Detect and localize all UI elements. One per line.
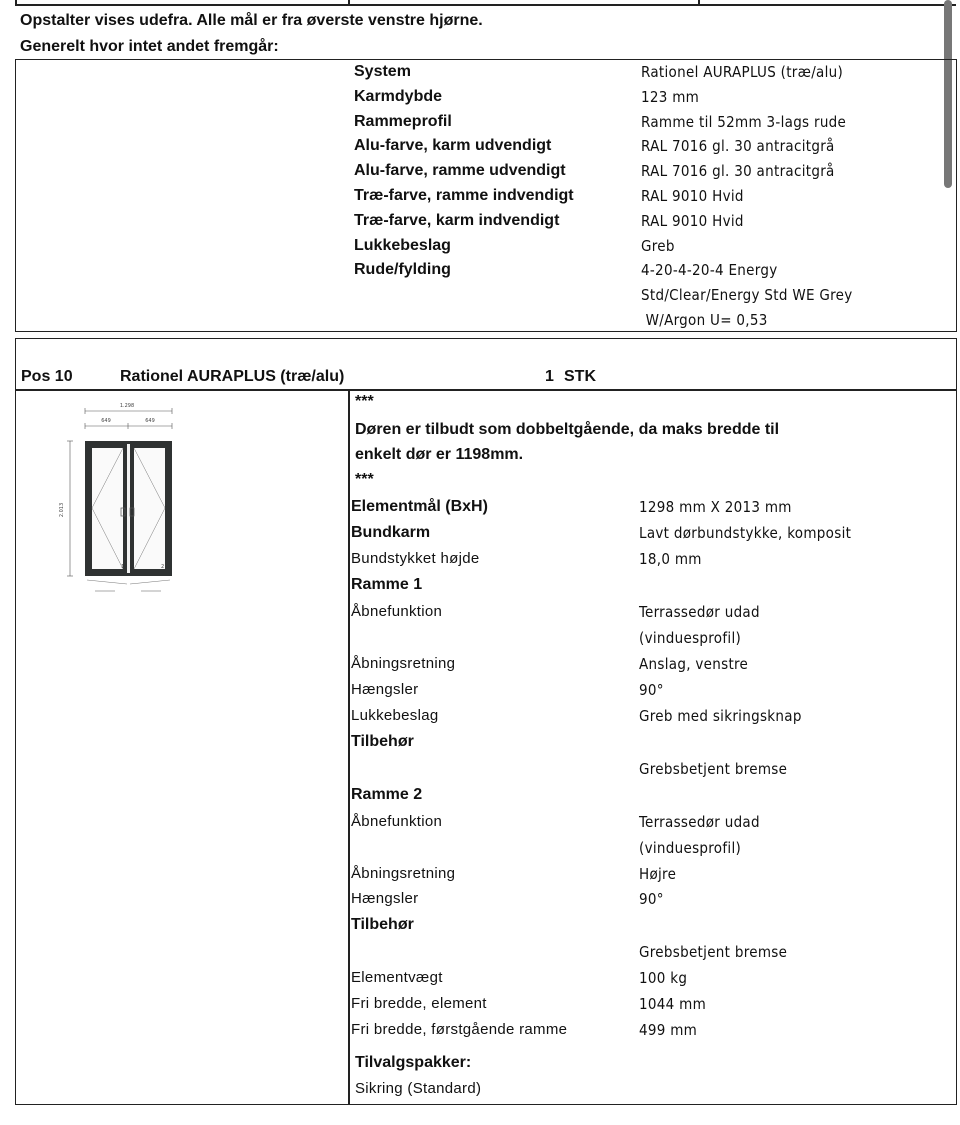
spec-r2-function-value2: (vinduesprofil) — [639, 839, 742, 857]
spec-r1-direction-value: Anslag, venstre — [639, 655, 749, 673]
spec-r1-lock-value: Greb med sikringsknap — [639, 707, 802, 725]
general-row-value: 123 mm — [641, 88, 700, 106]
dim-right-width: 649 — [145, 418, 155, 424]
dim-total-width: 1.298 — [119, 403, 135, 409]
general-row-label: System — [354, 63, 411, 80]
general-row-value: RAL 9010 Hvid — [641, 212, 744, 230]
spec-bundkarm-label: Bundkarm — [351, 524, 431, 541]
spec-bundkarm-value: Lavt dørbundstykke, komposit — [639, 524, 852, 542]
spec-r1-acc-value: Grebsbetjent bremse — [639, 760, 788, 778]
general-row-value: 4-20-4-20-4 Energy — [641, 261, 778, 279]
prev-table-bottom — [15, 4, 956, 6]
spec-ramme2-heading: Ramme 2 — [351, 786, 423, 803]
header-line-1: Opstalter vises udefra. Alle mål er fra øverste venstre hjørne. — [20, 12, 483, 29]
sash-number-1: 1 — [121, 564, 125, 570]
spec-free-width-first-value: 499 mm — [639, 1021, 698, 1039]
spec-r2-hinges-value: 90° — [639, 890, 664, 908]
options-item: Sikring (Standard) — [355, 1080, 482, 1097]
spec-r1-lock-label: Lukkebeslag — [351, 707, 439, 724]
spec-bund-height-label: Bundstykket højde — [351, 550, 480, 567]
spec-r2-acc-label: Tilbehør — [351, 916, 414, 933]
pos-unit: STK — [564, 368, 596, 385]
spec-r1-function-value2: (vinduesprofil) — [639, 629, 742, 647]
spec-weight-label: Elementvægt — [351, 969, 443, 986]
spec-bund-height-value: 18,0 mm — [639, 550, 702, 568]
spec-r1-function-value: Terrassedør udad — [639, 603, 760, 621]
notes-stars-2: *** — [355, 471, 374, 488]
spec-free-width-first-label: Fri bredde, førstgående ramme — [351, 1021, 568, 1038]
general-extra-1: Std/Clear/Energy Std WE Grey — [641, 286, 853, 304]
position-header-divider — [15, 389, 957, 391]
notes-line-2: enkelt dør er 1198mm. — [355, 446, 524, 463]
spec-r1-direction-label: Åbningsretning — [351, 655, 456, 672]
general-extra-2: W/Argon U= 0,53 — [641, 311, 768, 329]
sash-number-2: 2 — [161, 564, 165, 570]
pos-label: Pos 10 — [21, 368, 73, 385]
spec-r2-direction-label: Åbningsretning — [351, 865, 456, 882]
dim-left-width: 649 — [101, 418, 111, 424]
general-row-label: Alu-farve, ramme udvendigt — [354, 162, 566, 179]
position-column-divider — [348, 389, 350, 1105]
spec-r2-direction-value: Højre — [639, 865, 677, 883]
door-elevation-drawing — [55, 398, 185, 598]
spec-ramme1-heading: Ramme 1 — [351, 576, 423, 593]
general-row-label: Rammeprofil — [354, 113, 452, 130]
general-row-label: Rude/fylding — [354, 261, 451, 278]
general-row-label: Alu-farve, karm udvendigt — [354, 137, 552, 154]
general-row-label: Træ-farve, ramme indvendigt — [354, 187, 574, 204]
spec-r1-hinges-value: 90° — [639, 681, 664, 699]
spec-r2-acc-value: Grebsbetjent bremse — [639, 943, 788, 961]
spec-r2-function-value: Terrassedør udad — [639, 813, 760, 831]
pos-product: Rationel AURAPLUS (træ/alu) — [120, 368, 345, 385]
spec-r1-acc-label: Tilbehør — [351, 733, 414, 750]
general-row-label: Lukkebeslag — [354, 237, 451, 254]
spec-weight-value: 100 kg — [639, 969, 688, 987]
general-row-label: Træ-farve, karm indvendigt — [354, 212, 560, 229]
general-row-value: RAL 7016 gl. 30 antracitgrå — [641, 162, 835, 180]
general-row-value: Rationel AURAPLUS (træ/alu) — [641, 63, 844, 81]
general-row-label: Karmdybde — [354, 88, 443, 105]
general-row-value: RAL 7016 gl. 30 antracitgrå — [641, 137, 835, 155]
notes-line-1: Døren er tilbudt som dobbeltgående, da maks bredde til — [355, 421, 780, 438]
spec-r2-function-label: Åbnefunktion — [351, 813, 443, 830]
header-line-2: Generelt hvor intet andet fremgår: — [20, 38, 279, 55]
options-title: Tilvalgspakker: — [355, 1054, 472, 1071]
spec-r1-hinges-label: Hængsler — [351, 681, 419, 698]
pos-qty: 1 — [545, 368, 554, 385]
spec-element-size-label: Elementmål (BxH) — [351, 498, 488, 515]
spec-r2-hinges-label: Hængsler — [351, 890, 419, 907]
dim-height: 2.013 — [59, 502, 65, 518]
spec-free-width-label: Fri bredde, element — [351, 995, 487, 1012]
spec-r1-function-label: Åbnefunktion — [351, 603, 443, 620]
general-row-value: RAL 9010 Hvid — [641, 187, 744, 205]
spec-element-size-value: 1298 mm X 2013 mm — [639, 498, 792, 516]
notes-stars-1: *** — [355, 393, 374, 410]
general-row-value: Ramme til 52mm 3-lags rude — [641, 113, 847, 131]
spec-free-width-value: 1044 mm — [639, 995, 707, 1013]
general-row-value: Greb — [641, 237, 675, 255]
